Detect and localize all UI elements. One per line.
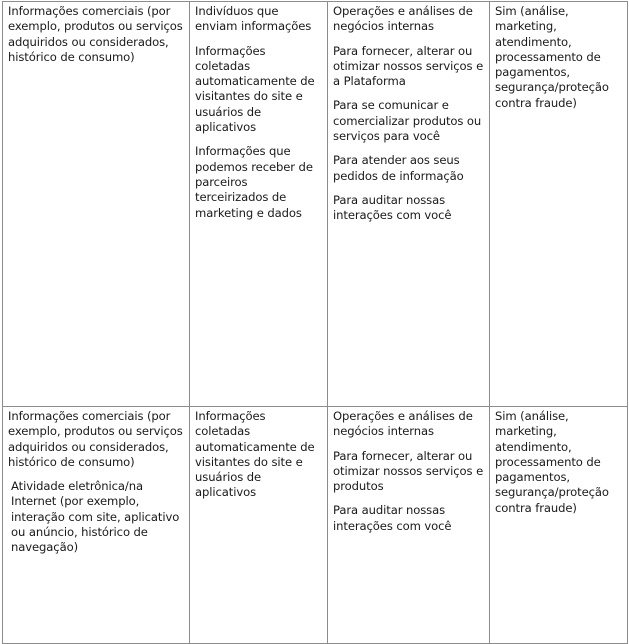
data-disclosure-table — [2, 1, 628, 644]
source-text: Indivíduos que enviam informações — [195, 4, 312, 34]
purposes-cell — [328, 407, 490, 644]
category-text: Informações comerciais (por exemplo, produtos ou serviços adquiridos ou considerados, histórico de consumo) — [8, 4, 183, 64]
purpose-text: Operações e análises de negócios internas — [333, 409, 473, 439]
source-text: Informações coletadas automaticamente de visitantes do site e usuários de aplicativos — [195, 43, 315, 135]
disclosed-text: Sim (análise, marketing, atendimento, processamento de pagamentos, segurança/proteção contra fraude) — [495, 4, 609, 110]
table-row — [3, 2, 628, 407]
category-text: Atividade eletrônica/na Internet (por exemplo, interação com site, aplicativo ou anúncio, histórico de navegação) — [11, 479, 180, 555]
purpose-text: Para fornecer, alterar ou otimizar nossos serviços e a Plataforma — [333, 43, 484, 89]
purposes-cell — [328, 2, 490, 407]
purpose-text: Para fornecer, alterar ou otimizar nossos serviços e produtos — [333, 448, 484, 494]
sources-cell — [190, 407, 328, 644]
purpose-text: Para atender aos seus pedidos de informação — [333, 153, 464, 183]
category-cell — [3, 407, 190, 644]
source-text: Informações coletadas automaticamente de visitantes do site e usuários de aplicativos — [195, 409, 315, 500]
category-text: Informações comerciais (por exemplo, produtos ou serviços adquiridos ou considerados, histórico de consumo) — [8, 409, 183, 469]
disclosed-text: Sim (análise, marketing, atendimento, processamento de pagamentos, segurança/proteção contra fraude) — [495, 409, 609, 515]
purpose-text: Para auditar nossas interações com você — [333, 503, 452, 533]
purpose-text: Para auditar nossas interações com você — [333, 192, 452, 223]
disclosed-cell — [490, 2, 628, 407]
source-text: Informações que podemos receber de parceiros terceirizados de marketing e dados — [195, 144, 313, 220]
purpose-text: Para se comunicar e comercializar produtos ou serviços para você — [333, 98, 482, 144]
table-row — [3, 407, 628, 644]
category-cell — [3, 2, 190, 407]
disclosed-cell — [490, 407, 628, 644]
sources-cell — [190, 2, 328, 407]
purpose-text: Operações e análises de negócios internas — [333, 4, 473, 34]
